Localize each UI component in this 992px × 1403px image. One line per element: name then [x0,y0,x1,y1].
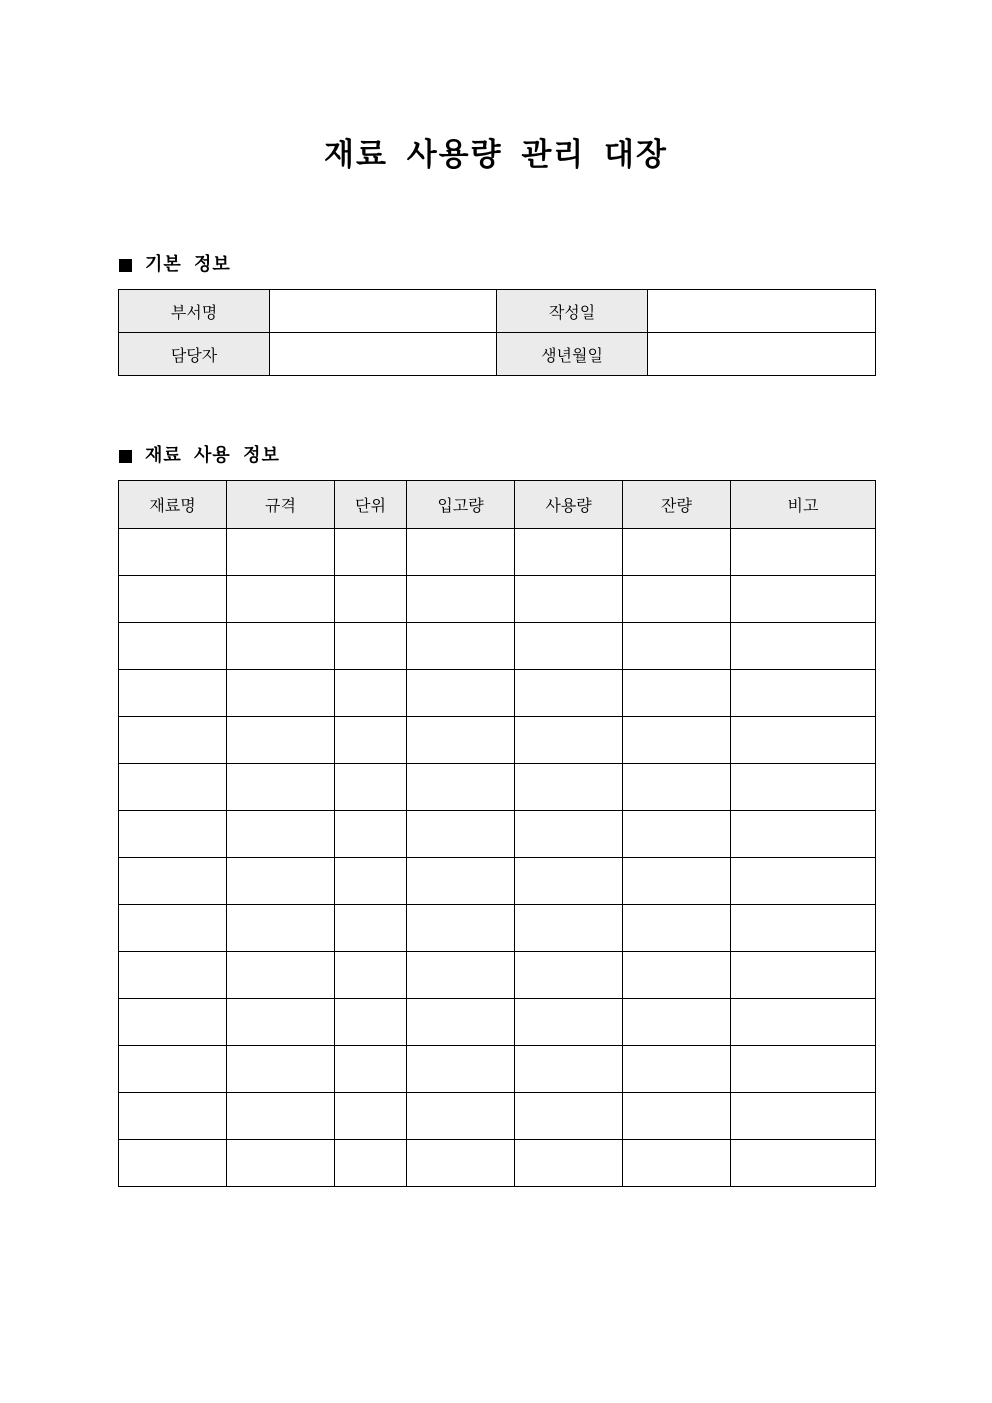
remarks-cell[interactable] [731,670,876,717]
remarks-cell[interactable] [731,858,876,905]
table-row [119,576,876,623]
column-header-remaining-qty: 잔량 [623,481,731,529]
spec-cell[interactable] [227,576,335,623]
remarks-cell[interactable] [731,905,876,952]
received-qty-cell[interactable] [407,764,515,811]
table-header-row [119,481,876,529]
received-qty-cell[interactable] [407,1046,515,1093]
material-name-cell[interactable] [119,623,227,670]
square-bullet-icon [119,259,132,272]
unit-cell[interactable] [335,858,407,905]
remaining-qty-cell[interactable] [623,576,731,623]
remarks-cell[interactable] [731,1140,876,1187]
spec-cell[interactable] [227,529,335,576]
received-qty-cell[interactable] [407,858,515,905]
received-qty-cell[interactable] [407,952,515,999]
remaining-qty-cell[interactable] [623,529,731,576]
table-body [119,529,876,1187]
page-title: 재료 사용량 관리 대장 [324,137,668,173]
used-qty-cell[interactable] [515,623,623,670]
unit-cell[interactable] [335,1046,407,1093]
remarks-cell[interactable] [731,576,876,623]
table-row [119,952,876,999]
manager-field[interactable] [270,333,497,376]
material-name-cell[interactable] [119,952,227,999]
remaining-qty-cell[interactable] [623,999,731,1046]
unit-cell[interactable] [335,764,407,811]
remaining-qty-cell[interactable] [623,623,731,670]
spec-cell[interactable] [227,811,335,858]
spec-cell[interactable] [227,905,335,952]
spec-cell[interactable] [227,717,335,764]
table-row [119,905,876,952]
received-qty-cell[interactable] [407,623,515,670]
spec-cell[interactable] [227,999,335,1046]
table-row [119,999,876,1046]
spec-cell[interactable] [227,623,335,670]
material-name-cell[interactable] [119,999,227,1046]
spec-cell[interactable] [227,952,335,999]
basic-info-heading-label: 기본 정보 [145,254,231,275]
received-qty-cell[interactable] [407,811,515,858]
remarks-cell[interactable] [731,811,876,858]
remaining-qty-cell[interactable] [623,1093,731,1140]
column-header-material-name: 재료명 [119,481,227,529]
unit-cell[interactable] [335,529,407,576]
table-row [119,717,876,764]
spec-cell[interactable] [227,1140,335,1187]
remaining-qty-cell[interactable] [623,811,731,858]
unit-cell[interactable] [335,1093,407,1140]
remarks-cell[interactable] [731,1046,876,1093]
table-row [119,529,876,576]
used-qty-cell[interactable] [515,811,623,858]
unit-cell[interactable] [335,905,407,952]
material-name-cell[interactable] [119,764,227,811]
table-row [119,623,876,670]
remarks-cell[interactable] [731,764,876,811]
manager-label: 담당자 [119,333,270,376]
basic-info-row [119,333,876,376]
used-qty-cell[interactable] [515,1046,623,1093]
remaining-qty-cell[interactable] [623,764,731,811]
spec-cell[interactable] [227,858,335,905]
used-qty-cell[interactable] [515,905,623,952]
unit-cell[interactable] [335,952,407,999]
spec-cell[interactable] [227,1046,335,1093]
received-qty-cell[interactable] [407,670,515,717]
spec-cell[interactable] [227,1093,335,1140]
spec-cell[interactable] [227,764,335,811]
column-header-spec: 규격 [227,481,335,529]
received-qty-cell[interactable] [407,1140,515,1187]
table-row [119,1093,876,1140]
material-name-cell[interactable] [119,1140,227,1187]
basic-info-heading [119,253,231,277]
birth-date-label: 생년월일 [497,333,648,376]
unit-cell[interactable] [335,670,407,717]
unit-cell[interactable] [335,811,407,858]
used-qty-cell[interactable] [515,999,623,1046]
used-qty-cell[interactable] [515,858,623,905]
birth-date-field[interactable] [648,333,876,376]
remaining-qty-cell[interactable] [623,905,731,952]
column-header-received-qty: 입고량 [407,481,515,529]
material-name-cell[interactable] [119,1046,227,1093]
material-usage-heading-label: 재료 사용 정보 [145,445,280,466]
column-header-remarks: 비고 [731,481,876,529]
basic-info-table [118,289,876,376]
department-label: 부서명 [119,290,270,333]
spec-cell[interactable] [227,670,335,717]
material-name-cell[interactable] [119,670,227,717]
material-usage-heading [119,444,280,468]
material-name-cell[interactable] [119,858,227,905]
remaining-qty-cell[interactable] [623,1140,731,1187]
used-qty-cell[interactable] [515,952,623,999]
written-date-label: 작성일 [497,290,648,333]
table-row [119,1140,876,1187]
table-row [119,1046,876,1093]
remarks-cell[interactable] [731,952,876,999]
unit-cell[interactable] [335,717,407,764]
remarks-cell[interactable] [731,717,876,764]
table-row [119,764,876,811]
received-qty-cell[interactable] [407,999,515,1046]
used-qty-cell[interactable] [515,717,623,764]
material-usage-table [118,480,876,1187]
unit-cell[interactable] [335,999,407,1046]
table-row [119,670,876,717]
material-name-cell[interactable] [119,576,227,623]
remaining-qty-cell[interactable] [623,717,731,764]
used-qty-cell[interactable] [515,670,623,717]
material-name-cell[interactable] [119,529,227,576]
used-qty-cell[interactable] [515,529,623,576]
square-bullet-icon [119,450,132,463]
received-qty-cell[interactable] [407,905,515,952]
remarks-cell[interactable] [731,999,876,1046]
remarks-cell[interactable] [731,623,876,670]
received-qty-cell[interactable] [407,529,515,576]
used-qty-cell[interactable] [515,764,623,811]
remarks-cell[interactable] [731,529,876,576]
remaining-qty-cell[interactable] [623,1046,731,1093]
used-qty-cell[interactable] [515,1093,623,1140]
table-row [119,858,876,905]
material-name-cell[interactable] [119,811,227,858]
remaining-qty-cell[interactable] [623,858,731,905]
department-field[interactable] [270,290,497,333]
used-qty-cell[interactable] [515,576,623,623]
material-name-cell[interactable] [119,1093,227,1140]
column-header-used-qty: 사용량 [515,481,623,529]
written-date-field[interactable] [648,290,876,333]
remarks-cell[interactable] [731,1093,876,1140]
received-qty-cell[interactable] [407,1093,515,1140]
material-name-cell[interactable] [119,905,227,952]
column-header-unit: 단위 [335,481,407,529]
received-qty-cell[interactable] [407,576,515,623]
unit-cell[interactable] [335,576,407,623]
remaining-qty-cell[interactable] [623,670,731,717]
material-name-cell[interactable] [119,717,227,764]
remaining-qty-cell[interactable] [623,952,731,999]
basic-info-row [119,290,876,333]
unit-cell[interactable] [335,623,407,670]
received-qty-cell[interactable] [407,717,515,764]
unit-cell[interactable] [335,1140,407,1187]
table-row [119,811,876,858]
used-qty-cell[interactable] [515,1140,623,1187]
